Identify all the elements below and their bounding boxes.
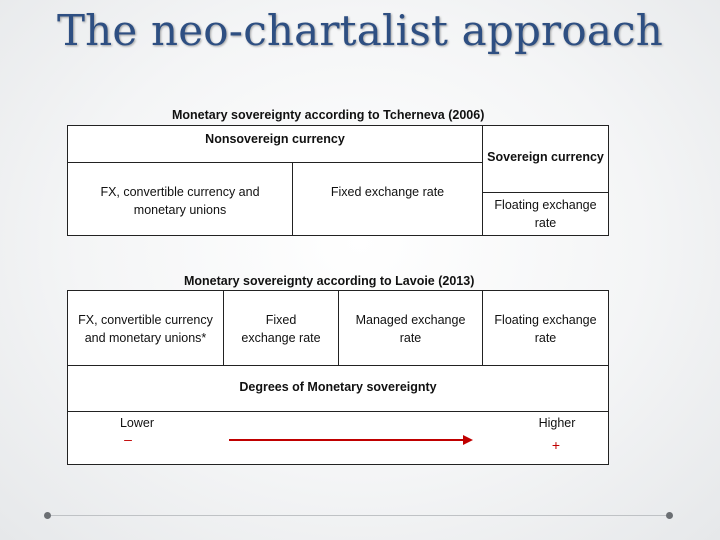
floating-rate-label: Floating exchange rate (494, 198, 597, 230)
nonsovereign-header-label: Nonsovereign currency (205, 132, 345, 146)
lavoie-fx-unions-label: FX, convertible currency and monetary unions* (78, 313, 213, 345)
fixed-rate-cell (292, 162, 483, 236)
lower-label: Lower (119, 416, 155, 430)
minus-sign: – (124, 431, 132, 447)
sovereignty-arrow (225, 432, 481, 448)
lavoie-floating-rate-label: Floating exchange rate (494, 313, 597, 345)
slide-title: The neo-chartalist approach (56, 6, 664, 55)
lavoie-managed-rate-cell (338, 290, 483, 366)
lavoie-fx-unions-cell (67, 290, 224, 366)
lavoie-fixed-rate-cell (223, 290, 339, 366)
decorative-dot-right (666, 512, 673, 519)
lavoie-floating-rate-cell (482, 290, 609, 366)
higher-label: Higher (538, 416, 576, 430)
sovereign-header-label: Sovereign currency (487, 150, 604, 164)
fx-unions-cell (67, 162, 293, 236)
plus-sign: + (551, 437, 561, 453)
figure2-title: Monetary sovereignty according to Lavoie (2013) (184, 274, 475, 288)
degrees-label: Degrees of Monetary sovereignty (239, 380, 437, 394)
decorative-bottom-rule (51, 515, 666, 516)
fx-unions-label: FX, convertible currency and monetary unions (100, 185, 260, 217)
figure1-title: Monetary sovereignty according to Tcherneva (2006) (172, 108, 485, 122)
lavoie-managed-rate-label: Managed exchange rate (355, 313, 466, 345)
floating-rate-cell (482, 192, 609, 236)
decorative-dot-left (44, 512, 51, 519)
lavoie-fixed-rate-label: Fixed exchange rate (241, 313, 321, 345)
fixed-rate-label: Fixed exchange rate (330, 185, 445, 199)
